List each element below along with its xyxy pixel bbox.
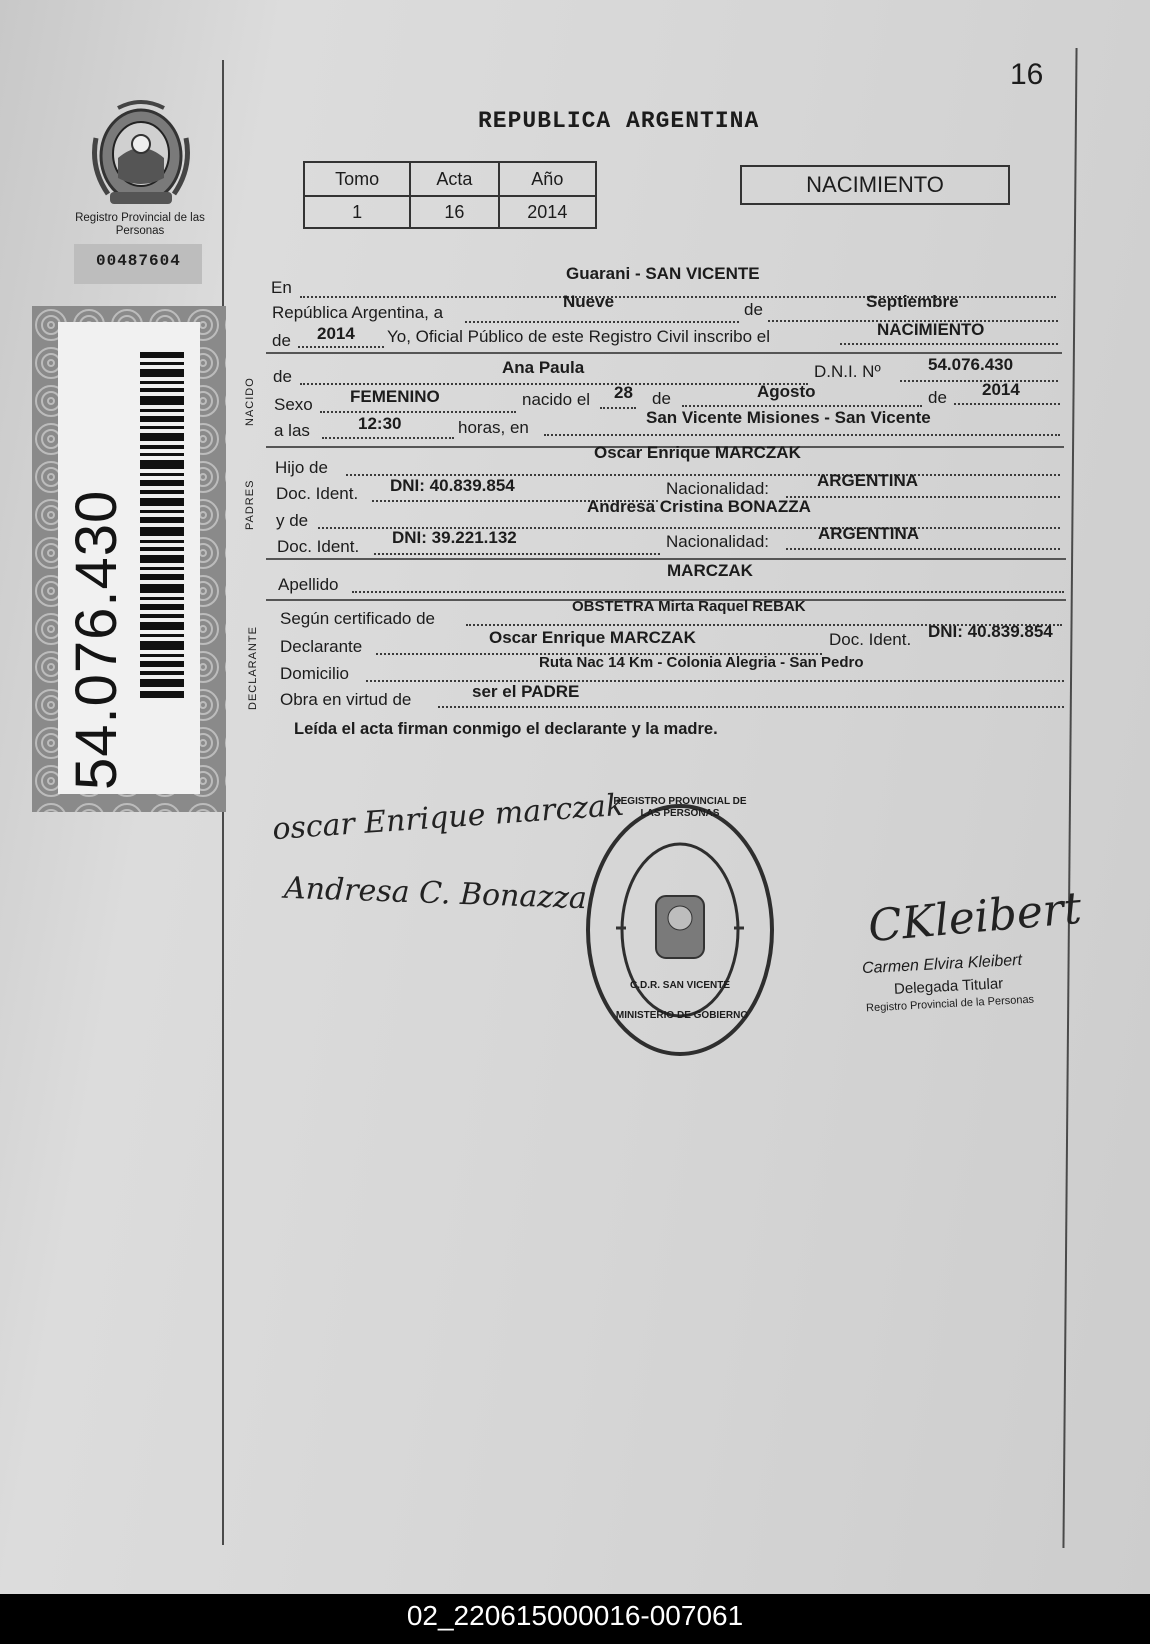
mother-signature: Andresa C. Bonazza — [283, 870, 588, 917]
registry-caption: Registro Provincial de las Personas — [75, 212, 205, 237]
header-acta: Acta — [410, 162, 498, 196]
father-signature: oscar Enrique marczak — [271, 787, 626, 848]
misiones-crest-icon — [88, 98, 194, 210]
section-divider — [266, 352, 1062, 354]
dotted-line — [298, 346, 384, 348]
value-mother-nationality: ARGENTINA — [818, 524, 920, 543]
label-nacionalidad: Nacionalidad: — [666, 532, 770, 551]
value-sex: FEMENINO — [350, 387, 440, 406]
value-certificate: OBSTETRA Mirta Raquel REBAK — [572, 598, 806, 615]
side-label-padres: PADRES — [244, 479, 256, 530]
value-father-name: Oscar Enrique MARCZAK — [594, 443, 801, 462]
side-label-nacido: NACIDO — [244, 377, 256, 426]
barcode-icon — [140, 352, 184, 698]
official-org: Registro Provincial de la Personas — [865, 993, 1035, 1015]
dotted-line — [300, 383, 808, 385]
stamp-text-bottom: MINISTERIO DE GOBIERNO — [615, 1010, 749, 1021]
value-birth-month: Agosto — [757, 382, 816, 401]
label-sexo: Sexo — [274, 395, 313, 414]
value-father-doc: DNI: 40.839.854 — [390, 476, 515, 495]
label-de: de — [928, 388, 947, 407]
value-father-nationality: ARGENTINA — [817, 471, 919, 490]
value-acta: 16 — [410, 196, 498, 228]
serial-number: 00487604 — [96, 252, 181, 270]
dotted-line — [682, 405, 922, 407]
label-declarante: Declarante — [280, 637, 363, 656]
dotted-line — [366, 680, 1064, 682]
value-place: Guarani - SAN VICENTE — [566, 264, 760, 283]
record-type-box: NACIMIENTO — [740, 165, 1010, 205]
value-child-name: Ana Paula — [502, 358, 585, 377]
dotted-line — [954, 403, 1060, 405]
label-nacionalidad: Nacionalidad: — [666, 479, 770, 498]
label-apellido: Apellido — [278, 575, 339, 594]
value-birth-place: San Vicente Misiones - San Vicente — [646, 408, 931, 427]
page-number: 16 — [1010, 58, 1044, 91]
label-horas-en: horas, en — [458, 418, 529, 437]
dotted-line — [352, 591, 1064, 593]
header-tomo: Tomo — [304, 162, 410, 196]
stamp-text-top: REGISTRO PROVINCIAL DE LAS PERSONAS — [613, 796, 747, 819]
label-doc-ident: Doc. Ident. — [276, 484, 359, 503]
value-mother-doc: DNI: 39.221.132 — [392, 528, 517, 547]
dotted-line — [374, 553, 660, 555]
label-republica: República Argentina, a — [272, 303, 444, 322]
label-oficial: Yo, Oficial Público de este Registro Civil inscribo el — [387, 327, 770, 346]
dotted-line — [544, 434, 1060, 436]
label-doc-ident: Doc. Ident. — [277, 537, 360, 556]
right-margin-line — [1062, 48, 1077, 1548]
dotted-line — [322, 437, 454, 439]
dotted-line — [900, 380, 1058, 382]
label-y-de: y de — [276, 511, 309, 530]
label-de: de — [744, 300, 763, 319]
label-segun: Según certificado de — [280, 609, 435, 628]
value-year: 2014 — [317, 324, 355, 343]
label-dni: D.N.I. Nº — [814, 362, 881, 381]
label-nacido-el: nacido el — [522, 390, 591, 409]
document-title: REPUBLICA ARGENTINA — [478, 108, 760, 134]
value-birth-time: 12:30 — [358, 414, 402, 433]
value-month: Septiembre — [866, 292, 959, 311]
value-inscribe: NACIMIENTO — [877, 320, 985, 339]
value-declarant-name: Oscar Enrique MARCZAK — [489, 628, 696, 647]
record-table — [303, 161, 597, 229]
dotted-line — [465, 321, 739, 323]
official-stamp-icon — [582, 800, 778, 1060]
value-address: Ruta Nac 14 Km - Colonia Alegria - San Pedro — [539, 654, 864, 671]
value-declarant-doc: DNI: 40.839.854 — [928, 622, 1053, 641]
dotted-line — [786, 548, 1060, 550]
section-divider — [266, 558, 1066, 560]
value-birth-day: 28 — [614, 383, 633, 402]
dotted-line — [786, 496, 1060, 498]
sticker-dni-number: 54.076.430 — [64, 489, 129, 790]
official-role: Delegada Titular — [893, 975, 1004, 998]
header-ano: Año — [499, 162, 596, 196]
value-tomo: 1 — [304, 196, 410, 228]
label-doc-ident: Doc. Ident. — [829, 630, 912, 649]
value-reason: ser el PADRE — [472, 682, 580, 701]
label-domicilio: Domicilio — [280, 664, 349, 683]
closing-statement: Leída el acta firman conmigo el declarante y la madre. — [294, 720, 718, 738]
dotted-line — [600, 407, 636, 409]
label-de: de — [652, 389, 671, 408]
dotted-line — [840, 343, 1058, 345]
side-label-declarante: DECLARANTE — [247, 626, 259, 710]
value-mother-name: Andresa Cristina BONAZZA — [587, 497, 811, 516]
value-surname: MARCZAK — [667, 561, 753, 580]
label-de: de — [273, 367, 292, 386]
label-en: En — [271, 278, 292, 297]
label-hijo-de: Hijo de — [275, 458, 328, 477]
official-name: Carmen Elvira Kleibert — [861, 951, 1023, 978]
official-signature: CKleibert — [866, 882, 1084, 953]
value-child-dni: 54.076.430 — [928, 355, 1014, 374]
value-birth-year: 2014 — [982, 380, 1020, 399]
stamp-text-middle: C.D.R. SAN VICENTE — [630, 980, 731, 991]
label-de: de — [272, 331, 291, 350]
label-obra: Obra en virtud de — [280, 690, 412, 709]
value-day: Nueve — [563, 292, 615, 311]
document-id: 02_220615000016-007061 — [406, 1600, 744, 1631]
dotted-line — [320, 411, 516, 413]
value-ano: 2014 — [499, 196, 596, 228]
label-a-las: a las — [274, 421, 310, 440]
dotted-line — [438, 706, 1064, 708]
